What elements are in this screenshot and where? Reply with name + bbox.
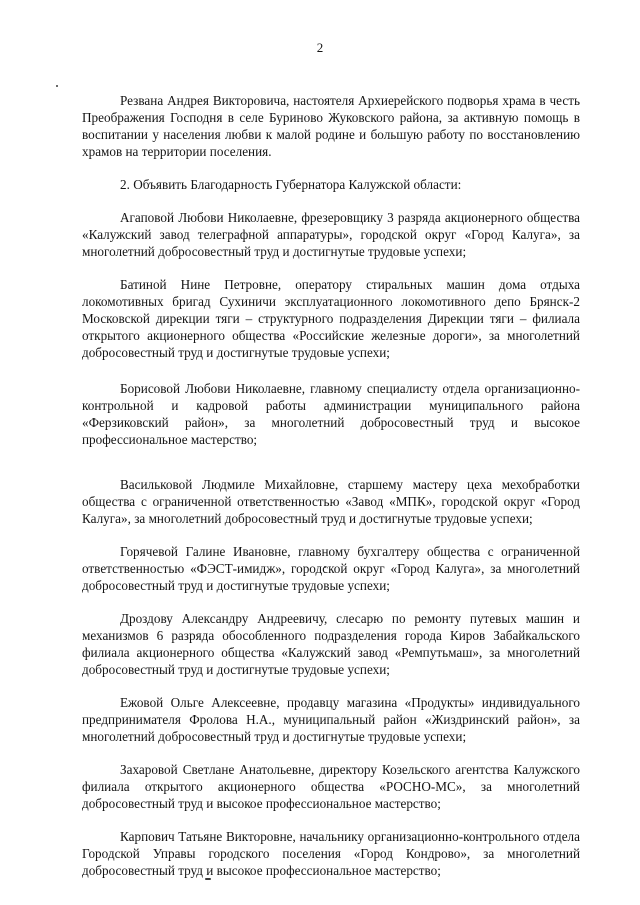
paragraph-karpovich: Карпович Татьяне Викторовне, начальнику организационно-контрольного отдела Городской Управы городского поселения «Город Кондрово», за многолетний добросовестный труд и высокое профессиональное мастерство; [82, 829, 580, 878]
scan-speck [56, 85, 58, 87]
document-body [82, 92, 580, 879]
paragraph-vasilkova: Васильковой Людмиле Михайловне, старшему мастеру цеха мехобработки общества с ограниченной ответственностью «Завод «МПК», городской округ «Город Калуга», за многолетний добросовестный труд и достигнутые трудовые успехи; [82, 477, 580, 526]
paragraph-borisova: Борисовой Любови Николаевне, главному специалисту отдела организационно-контрольной и кадровой работы администрации муниципального района «Ферзиковский район», за многолетний добросовестный труд и высокое профессиональное мастерство; [82, 381, 580, 447]
paragraph-batina: Батиной Нине Петровне, оператору стиральных машин дома отдыха локомотивных бригад Сухиничи эксплуатационного локомотивного депо Брянск-2 Московской дирекции тяги – структурного подразделения Дирекции тяги – филиала открытого акционерного общества «Российские железные дороги», за многолетний добросовестный труд и достигнутые трудовые успехи; [82, 277, 580, 360]
page-number: 2 [316, 40, 324, 55]
paragraph-ezhova: Ежовой Ольге Алексеевне, продавцу магазина «Продукты» индивидуального предпринимателя Фролова Н.А., муниципальный район «Жиздринский район», за многолетний добросовестный труд и достигнутые трудовые успехи; [82, 695, 580, 744]
section-heading-gratitude: 2. Объявить Благодарность Губернатора Калужской области: [120, 177, 462, 192]
paragraph-drozdov: Дроздову Александру Андреевичу, слесарю по ремонту путевых машин и механизмов 6 разряда обособленного подразделения города Киров Забайкальского филиала акционерного общества «Калужский завод «Ремпутьмаш», за многолетний добросовестный труд и достигнутые трудовые успехи; [82, 611, 580, 677]
paragraph-rezvan: Резвана Андрея Викторовича, настоятеля Архиерейского подворья храма в честь Преображения Господня в селе Буриново Жуковского района, за активную помощь в воспитании у населения любви к малой родине и большую работу по восстановлению храмов на территории поселения. [82, 93, 580, 159]
paragraph-agapova: Агаповой Любови Николаевне, фрезеровщику 3 разряда акционерного общества «Калужский завод телеграфной аппаратуры», городской округ «Город Калуга», за многолетний добросовестный труд и достигнутые трудовые успехи; [82, 210, 580, 259]
paragraph-goryacheva: Горячевой Галине Ивановне, главному бухгалтеру общества с ограниченной ответственностью «ФЭСТ-имидж», городской округ «Город Калуга», за многолетний добросовестный труд и достигнутые трудовые успехи; [82, 544, 580, 593]
paragraph-zakharova: Захаровой Светлане Анатольевне, директору Козельского агентства Калужского филиала открытого акционерного общества «РОСНО-МС», за многолетний добросовестный труд и высокое профессиональное мастерство; [82, 762, 580, 811]
